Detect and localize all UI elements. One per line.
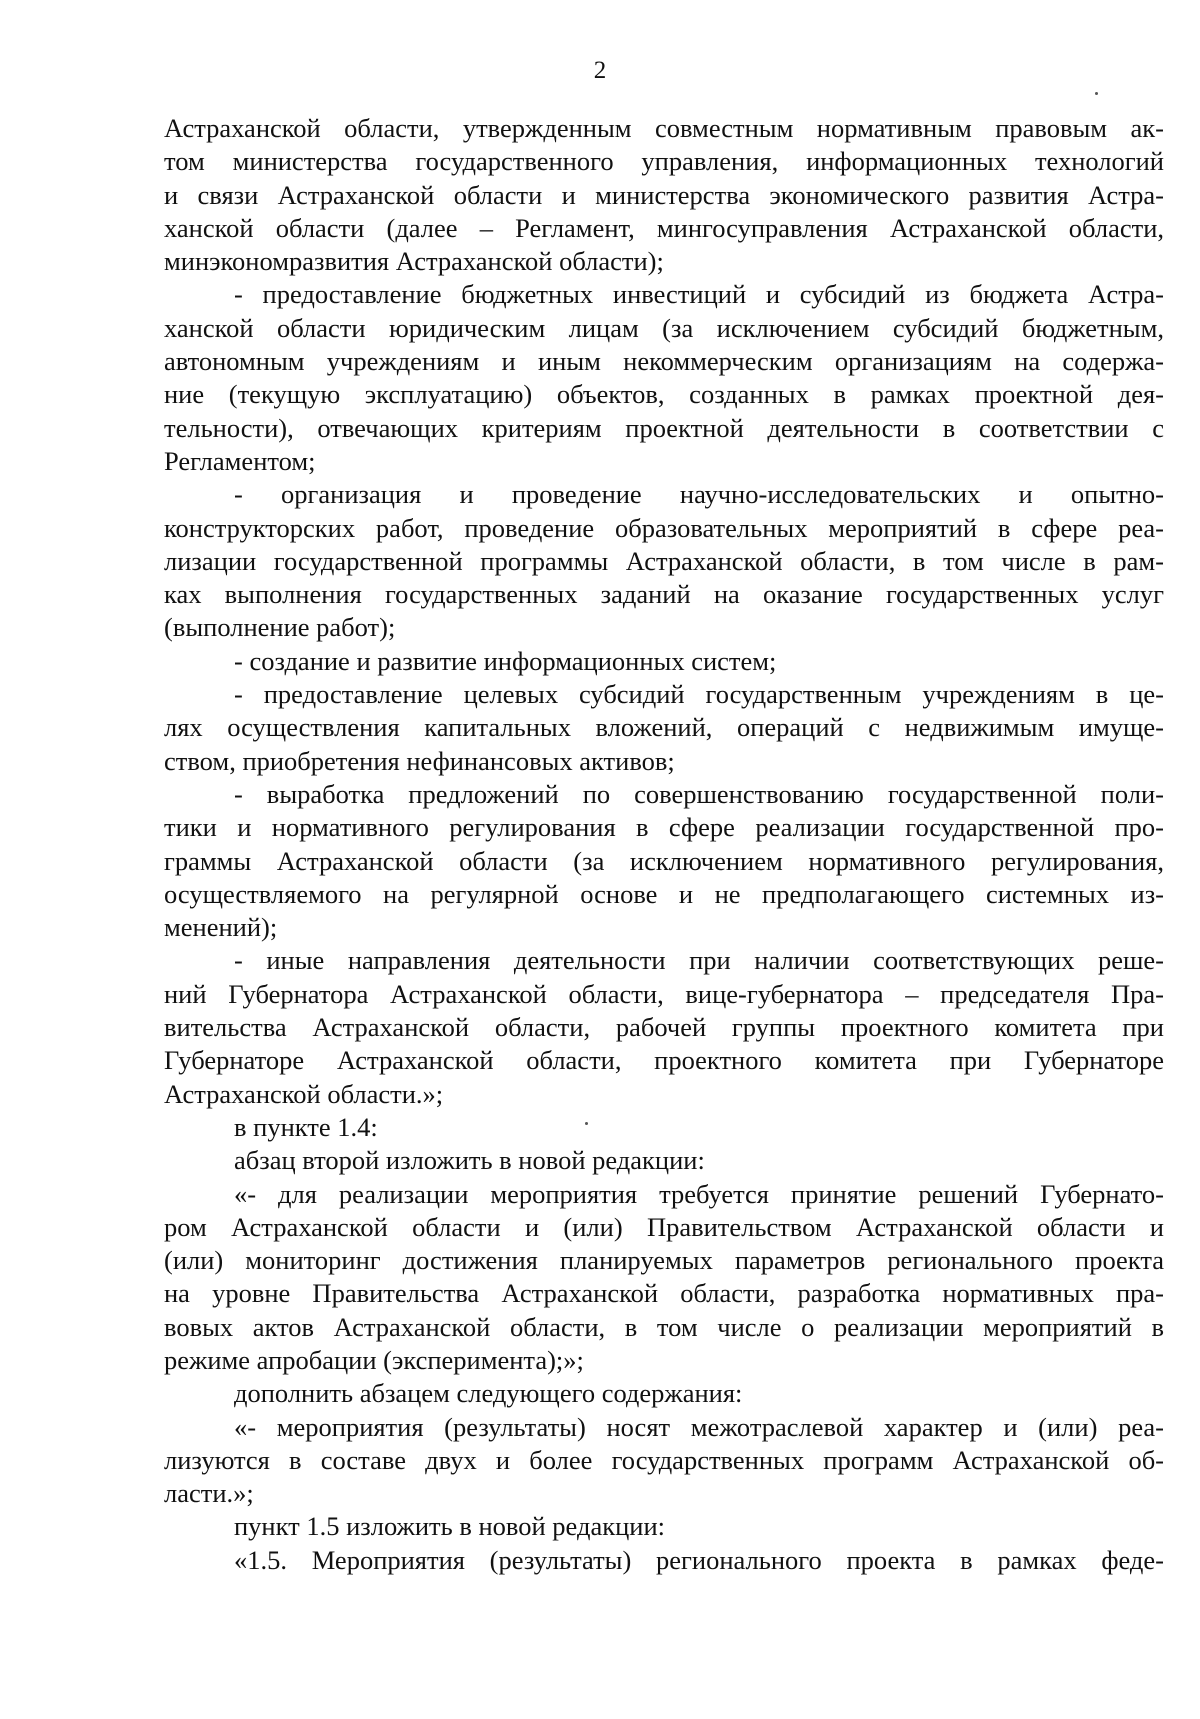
text-line: - выработка предложений по совершенствованию государственной поли- <box>234 778 1164 809</box>
text-line: ром Астраханской области и (или) Правительством Астраханской области и <box>164 1211 1164 1242</box>
text-line: и связи Астраханской области и министерства экономического развития Астра- <box>164 179 1164 210</box>
text-line: ний Губернатора Астраханской области, вице-губернатора – председателя Пра- <box>164 978 1164 1009</box>
text-line: Астраханской области.»; <box>164 1078 444 1109</box>
text-line: в пункте 1.4: <box>234 1111 378 1142</box>
text-line: «- мероприятия (результаты) носят межотраслевой характер и (или) реа- <box>234 1411 1164 1442</box>
text-line: граммы Астраханской области (за исключением нормативного регулирования, <box>164 845 1164 876</box>
text-line: тики и нормативного регулирования в сфере реализации государственной про- <box>164 812 1164 843</box>
text-line: лизации государственной программы Астраханской области, в том числе в рам- <box>164 545 1164 576</box>
text-line: лизуются в составе двух и более государственных программ Астраханской об- <box>164 1444 1164 1475</box>
text-line: ством, приобретения нефинансовых активов; <box>164 745 675 776</box>
text-line: режиме апробации (эксперимента);»; <box>164 1344 584 1375</box>
text-line: на уровне Правительства Астраханской области, разработка нормативных пра- <box>164 1278 1164 1309</box>
document-body <box>164 112 1164 1577</box>
text-line: - организация и проведение научно-исследовательских и опытно- <box>234 479 1164 510</box>
text-line: Губернаторе Астраханской области, проектного комитета при Губернаторе <box>164 1045 1164 1076</box>
text-line: ханской области (далее – Регламент, мингосуправления Астраханской области, <box>164 212 1164 243</box>
text-line: Регламентом; <box>164 445 316 476</box>
text-line: менений); <box>164 912 278 943</box>
scan-speck <box>1095 92 1098 95</box>
text-line: том министерства государственного управления, информационных технологий <box>164 146 1164 177</box>
text-line: - создание и развитие информационных систем; <box>234 645 777 676</box>
text-line: осуществляемого на регулярной основе и не предполагающего системных из- <box>164 878 1164 909</box>
text-line: абзац второй изложить в новой редакции: <box>234 1145 705 1176</box>
text-line: (выполнение работ); <box>164 612 396 643</box>
page-number: 2 <box>593 57 607 84</box>
text-line: - предоставление целевых субсидий государственным учреждениям в це- <box>234 679 1164 710</box>
text-line: ласти.»; <box>164 1478 254 1509</box>
text-line: (или) мониторинг достижения планируемых параметров регионального проекта <box>164 1245 1164 1276</box>
text-line: вовых актов Астраханской области, в том числе о реализации мероприятий в <box>164 1311 1164 1342</box>
text-line: конструкторских работ, проведение образовательных мероприятий в сфере реа- <box>164 512 1164 543</box>
text-line: вительства Астраханской области, рабочей группы проектного комитета при <box>164 1012 1164 1043</box>
text-line: ханской области юридическим лицам (за исключением субсидий бюджетным, <box>164 312 1164 343</box>
text-line: ках выполнения государственных заданий на оказание государственных услуг <box>164 579 1164 610</box>
text-line: автономным учреждениям и иным некоммерческим организациям на содержа- <box>164 346 1164 377</box>
scan-speck <box>585 1122 588 1125</box>
text-line: тельности), отвечающих критериям проектной деятельности в соответствии с <box>164 412 1164 443</box>
text-line: дополнить абзацем следующего содержания: <box>234 1378 743 1409</box>
text-line: - предоставление бюджетных инвестиций и субсидий из бюджета Астра- <box>234 279 1164 310</box>
text-line: «1.5. Мероприятия (результаты) регионального проекта в рамках феде- <box>234 1544 1164 1575</box>
text-line: лях осуществления капитальных вложений, операций с недвижимым имуще- <box>164 712 1164 743</box>
text-line: «- для реализации мероприятия требуется принятие решений Губернато- <box>234 1178 1164 1209</box>
text-line: Астраханской области, утвержденным совместным нормативным правовым ак- <box>164 113 1164 143</box>
text-line: пункт 1.5 изложить в новой редакции: <box>234 1511 665 1542</box>
text-line: - иные направления деятельности при наличии соответствующих реше- <box>234 945 1164 976</box>
text-line: минэкономразвития Астраханской области); <box>164 246 664 277</box>
text-line: ние (текущую эксплуатацию) объектов, созданных в рамках проектной дея- <box>164 379 1164 410</box>
